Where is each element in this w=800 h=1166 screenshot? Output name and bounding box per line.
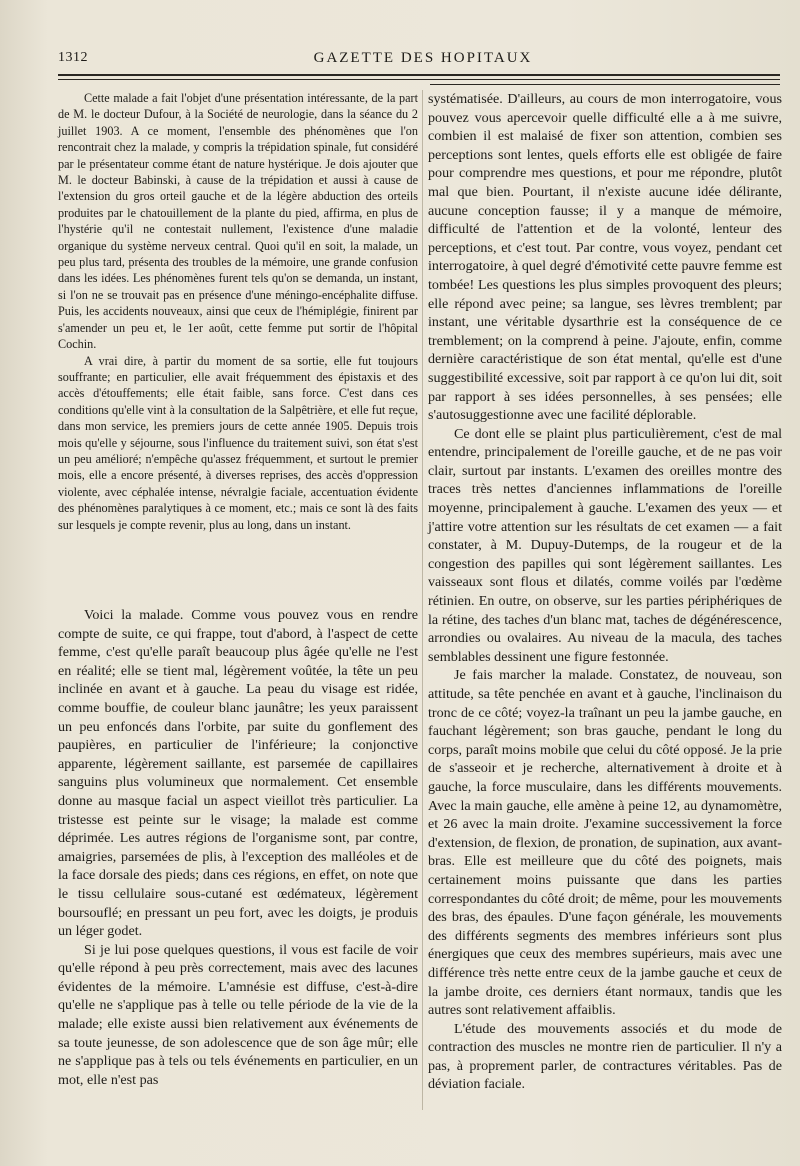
paragraph: systématisée. D'ailleurs, au cours de mon interrogatoire, vous pouvez vous apercevoir quelle difficulté elle a à me suivre, combien il est malaisé de fixer son attention, combien ses perceptions sont lentes, quels efforts elle est obligée de faire pour comprendre mes questions, et pour me répondre, plutôt mal que bien. Pourtant, il n'existe aucune idée délirante, aucune conception fausse; il y a manque de mémoire, difficulté de l'attention et de la volonté, lenteur des perceptions, et c'est tout. Par contre, vous voyez, pendant cet interrogatoire, à quel degré d'émotivité cette pauvre femme est tombée! Les questions les plus simples provoquent des pleurs; elle répond avec peine; sa langue, ses lèvres tremblent; par instant, une véritable dysarthrie est la conséquence de ce tremblement; on la comprend à peine. J'ajoute, enfin, comme dernière caractéristique de son état mental, qu'elle est d'une suggestibilité excessive, soit par rapport à ce qu'on lui dit, soit par rapport à ses idées personnelles, à ses pensées; elle s'autosuggestionne avec une facilité déplorable. [428, 91, 782, 424]
paragraph: A vrai dire, à partir du moment de sa sortie, elle fut toujours souffrante; en particulier, elle avait fréquemment des épistaxis et des accès d'étouffements; elle était faible, sans force. C'est dans ces conditions qu'elle vint à la consultation de la Salpêtrière, et elle fut reçue, dans mon service, les premiers jours de cette année 1905. Depuis trois mois qu'elle y séjourne, sous l'influence du traitement suivi, son état s'est un peu amélioré; n'empêche qu'assez fréquemment, et surtout le premier mois, elle a encore présenté, à diverses reprises, des accès d'oppression violente, avec céphalée intense, névralgie faciale, accentuation évidente des phénomènes paralytiques à ce moment, etc.; mais ce sont là des faits sur lesquels je compte revenir, plus au long, dans un instant. [58, 353, 418, 532]
header-rule-thin [58, 79, 780, 80]
header-rule-thick [58, 74, 780, 76]
page-header [58, 50, 788, 74]
left-column-main-text [58, 606, 418, 1089]
header-rule-right [430, 84, 780, 85]
journal-title: GAZETTE DES HOPITAUX [313, 50, 533, 66]
page-number: 1312 [58, 50, 88, 65]
paragraph: Voici la malade. Comme vous pouvez vous en rendre compte de suite, ce qui frappe, tout d'abord, à l'aspect de cette femme, c'est qu'elle paraît beaucoup plus âgée qu'elle ne l'est en réalité; elle se tient mal, légèrement voûtée, la tête un peu inclinée en avant et à gauche. La peau du visage est ridée, comme bouffie, de couleur blanc jaunâtre; les yeux paraissent un peu enfoncés dans l'orbite, par suite du gonflement des paupières, en particulier de l'inférieure; la conjonctive apparente, légèrement saillante, est parsemée de capillaires sanguins plus volumineux que normalement. Cet ensemble donne au masque facial un aspect vieillot très particulier. La tristesse est peinte sur le visage; la malade est comme déprimée. Les autres régions de l'organisme sont, par contre, amaigries, parsemées de plis, à l'exception des malléoles et de la face dorsale des pieds; dans ces régions, en effet, on note que le tissu cellulaire sous-cutané est œdémateux, légèrement boursouflé; en pressant un peu fort, avec les doigts, je produis un léger godet. [58, 607, 418, 940]
column-divider [422, 90, 423, 1110]
paragraph: L'étude des mouvements associés et du mode de contraction des muscles ne montre rien de particulier. Il n'y a pas, à proprement parler, de contractures véritables. Pas de déviation faciale. [428, 1020, 782, 1093]
paragraph: Ce dont elle se plaint plus particulièrement, c'est de mal entendre, principalement de l'oreille gauche, et de ne pas voir clair, surtout par instants. L'examen des oreilles montre des traces très nettes d'anciennes inflammations de l'oreille moyenne, principalement à gauche. L'examen des yeux — et j'attire votre attention sur les résultats de cet examen — a fait constater, à M. Dupuy-Dutemps, de la rougeur et de la congestion des papilles qui sont légèrement saillantes. Les vaisseaux sont flous et dilatés, comme voilés par l'œdème rétinien. En outre, on observe, sur les parties périphériques de la rétine, des taches d'un blanc mat, taches de dégénérescence, arrondies ou ovalaires. Au niveau de la macula, des taches semblables dessinent une figure festonnée. [428, 425, 782, 665]
paragraph: Si je lui pose quelques questions, il vous est facile de voir qu'elle répond à peu près correctement, mais avec des lacunes évidentes de la mémoire. L'amnésie est diffuse, c'est-à-dire qu'elle ne s'applique pas à telle ou telle période de la vie de la malade; elle existe aussi bien relativement aux événements de sa toute jeunesse, de son adolescence que de son âge mûr; elle ne s'applique pas à tels ou tels événements en particulier, en un mot, elle n'est pas [58, 941, 418, 1088]
left-column-small-print [58, 90, 418, 533]
paragraph: Cette malade a fait l'objet d'une présentation intéressante, de la part de M. le docteur Dufour, à la Société de neurologie, dans la séance du 2 juillet 1903. A ce moment, l'ensemble des phénomènes que l'on rencontrait chez la malade, y compris la trépidation spinale, fut considéré par le présentateur comme étant de nature hystérique. Je dois ajouter que M. le docteur Babinski, à cause de la trépidation et aussi à cause de l'extension du gros orteil gauche et de la légère abduction des orteils produites par le chatouillement de la plante du pied, affirma, en plus de l'hystérie qu'il ne contestait nullement, l'existence d'une maladie organique du système nerveux central. Quoi qu'il en soit, la malade, un peu plus tard, présenta des troubles de la mémoire, une grande confusion dans les idées. Les phénomènes furent tels qu'on se demanda, un instant, si l'on ne se trouvait pas en présence d'une méningo-encéphalite diffuse. Puis, les accidents nouveaux, ainsi que ceux de l'hémiplégie, finirent par s'amender un peu et, le 1er août, cette femme put sortir de l'hôpital Cochin. [58, 91, 418, 352]
right-column-main-text [428, 90, 782, 1094]
paragraph: Je fais marcher la malade. Constatez, de nouveau, son attitude, sa tête penchée en avant et à gauche, l'inclinaison du tronc de ce côté; voyez-la traînant un peu la jambe gauche, en fauchant légèrement; son bras gauche, pendant le long du corps, paraît moins mobile que celui du côté opposé. Je la prie de s'asseoir et je recherche, alternativement à droite et à gauche, la force musculaire, dans les différents mouvements. Avec la main gauche, elle amène à peine 12, au dynamomètre, et 26 avec la main droite. J'examine successivement la force d'extension, de flexion, de pronation, de supination, aux avant-bras. Elle est meilleure que du côté des poignets, mais certainement moins puissante que dans les parties correspondantes du côté droit; de même, pour les mouvements des bras, des épaules. D'une façon générale, les mouvements des différents segments des membres inférieurs sont plus énergiques que ceux des membres supérieurs, mais avec une différence très nette entre ceux de la jambe gauche et ceux de la jambe droite, ces derniers étant normaux, tandis que les autres sont relativement affaiblis. [428, 667, 783, 1019]
